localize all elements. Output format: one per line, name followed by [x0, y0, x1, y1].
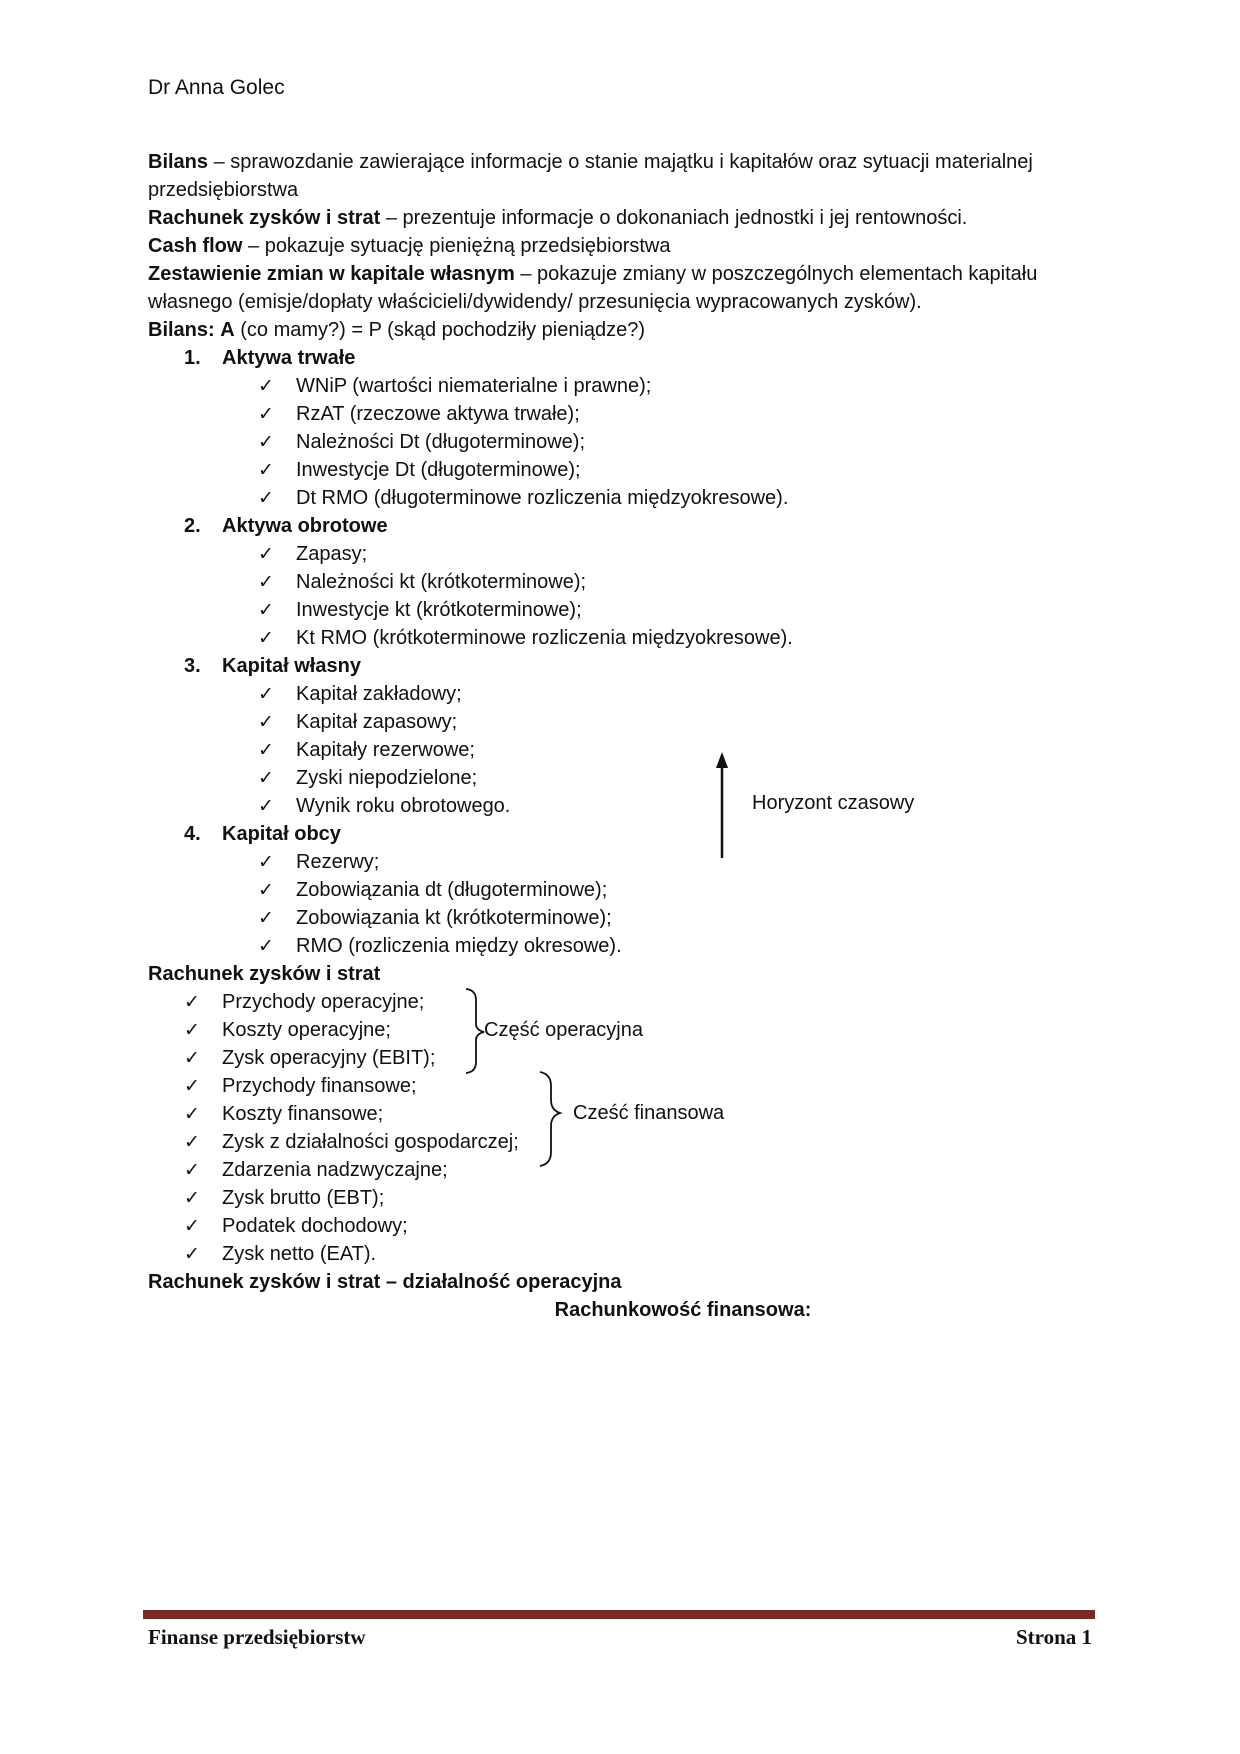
list-item-text: Przychody operacyjne; — [222, 991, 425, 1013]
list-item-text: Przychody finansowe; — [222, 1075, 417, 1097]
footer-title: Finanse przedsiębiorstw — [148, 1625, 366, 1649]
list-item-text: Zobowiązania kt (krótkoterminowe); — [296, 907, 612, 929]
equation-text: (co mamy?) = P (skąd pochodziły pieniądze?) — [234, 319, 646, 341]
term: Bilans: — [148, 319, 215, 341]
list-item-text: Zysk operacyjny (EBIT); — [222, 1047, 436, 1069]
check-icon: ✓ — [258, 795, 274, 817]
list-item-text: Zyski niepodzielone; — [296, 767, 478, 789]
check-icon: ✓ — [258, 711, 274, 733]
check-icon: ✓ — [184, 1159, 200, 1181]
list-item-text: Kapitał zapasowy; — [296, 711, 458, 733]
check-icon: ✓ — [258, 459, 274, 481]
list-item-text: Podatek dochodowy; — [222, 1215, 408, 1237]
check-icon: ✓ — [184, 1187, 200, 1209]
section-title: Aktywa trwałe — [222, 347, 356, 369]
check-icon: ✓ — [258, 739, 274, 761]
list-item-text: Zdarzenia nadzwyczajne; — [222, 1159, 448, 1181]
list-item-text: Dt RMO (długoterminowe rozliczenia międzyokresowe). — [296, 487, 789, 509]
check-icon: ✓ — [258, 851, 274, 873]
list-item-text: WNiP (wartości niematerialne i prawne); — [296, 375, 652, 397]
check-icon: ✓ — [258, 627, 274, 649]
list-item-text: RzAT (rzeczowe aktywa trwałe); — [296, 403, 580, 425]
check-icon: ✓ — [258, 907, 274, 929]
check-icon: ✓ — [184, 1047, 200, 1069]
list-item-text: Zysk z działalności gospodarczej; — [222, 1131, 519, 1153]
check-icon: ✓ — [184, 1019, 200, 1041]
term: Cash flow — [148, 235, 243, 257]
up-arrow-icon — [716, 752, 728, 858]
check-icon: ✓ — [258, 879, 274, 901]
section-number: 1. — [184, 347, 201, 369]
definition-text: – pokazuje sytuację pieniężną przedsiębiorstwa — [242, 235, 671, 257]
income-title: Rachunek zysków i strat — [148, 963, 381, 985]
definition-text: – sprawozdanie zawierające informacje o stanie majątku i kapitałów oraz sytuacji materialnej przedsiębiorstwa — [148, 151, 1033, 201]
list-item-text: Należności Dt (długoterminowe); — [296, 431, 586, 453]
check-icon: ✓ — [184, 1075, 200, 1097]
header-author: Dr Anna Golec — [148, 76, 285, 99]
section-number: 4. — [184, 823, 201, 845]
check-icon: ✓ — [258, 599, 274, 621]
operating-heading-text: Rachunek zysków i strat – działalność operacyjna — [148, 1271, 622, 1293]
definition-text: – prezentuje informacje o dokonaniach jednostki i jej rentowności. — [380, 207, 968, 229]
check-icon: ✓ — [258, 403, 274, 425]
check-icon: ✓ — [258, 571, 274, 593]
check-icon: ✓ — [184, 1131, 200, 1153]
term: Bilans — [148, 151, 209, 173]
section-title: Kapitał własny — [222, 655, 361, 677]
list-item-text: Rezerwy; — [296, 851, 380, 873]
section-title: Kapitał obcy — [222, 823, 341, 845]
section-number: 3. — [184, 655, 201, 677]
brace-financial-icon — [540, 1072, 560, 1166]
check-icon: ✓ — [258, 487, 274, 509]
section-title: Aktywa obrotowe — [222, 515, 388, 537]
list-item-text: Zobowiązania dt (długoterminowe); — [296, 879, 608, 901]
accounting-heading: Rachunkowość finansowa: — [554, 1299, 812, 1321]
check-icon: ✓ — [258, 767, 274, 789]
assets-letter: A — [220, 319, 235, 341]
list-item-text: Wynik roku obrotowego. — [296, 795, 511, 817]
check-icon: ✓ — [184, 1243, 200, 1265]
list-item-text: Inwestycje Dt (długoterminowe); — [296, 459, 581, 481]
list-item-text: Zysk brutto (EBT); — [222, 1187, 385, 1209]
financial-part-label: Cześć finansowa — [573, 1102, 725, 1124]
horizon-label: Horyzont czasowy — [752, 792, 915, 814]
list-item-text: RMO (rozliczenia między okresowe). — [296, 935, 622, 957]
list-item-text: Koszty finansowe; — [222, 1103, 384, 1125]
check-icon: ✓ — [184, 1215, 200, 1237]
check-icon: ✓ — [258, 543, 274, 565]
page-number: Strona 1 — [1015, 1625, 1092, 1649]
definition-text: – pokazuje zmiany w poszczególnych elementach kapitału własnego (emisje/dopłaty właścicieli/dywidendy/ przesunięcia wypracowanych zysków). — [148, 263, 1038, 313]
check-icon: ✓ — [184, 1103, 200, 1125]
footer-divider — [143, 1610, 1095, 1619]
list-item-text: Kapitały rezerwowe; — [296, 739, 475, 761]
list-item-text: Koszty operacyjne; — [222, 1019, 391, 1041]
section-number: 2. — [184, 515, 201, 537]
list-item-text: Należności kt (krótkoterminowe); — [296, 571, 587, 593]
term: Rachunek zysków i strat — [148, 207, 381, 229]
list-item-text: Kt RMO (krótkoterminowe rozliczenia międzyokresowe). — [296, 627, 793, 649]
check-icon: ✓ — [258, 375, 274, 397]
list-item-text: Zapasy; — [296, 543, 368, 565]
check-icon: ✓ — [184, 991, 200, 1013]
brace-operating-icon — [466, 989, 484, 1073]
list-item-text: Kapitał zakładowy; — [296, 683, 462, 705]
check-icon: ✓ — [258, 431, 274, 453]
operating-part-label: Część operacyjna — [484, 1019, 643, 1041]
list-item-text: Inwestycje kt (krótkoterminowe); — [296, 599, 582, 621]
check-icon: ✓ — [258, 935, 274, 957]
check-icon: ✓ — [258, 683, 274, 705]
list-item-text: Zysk netto (EAT). — [222, 1243, 377, 1265]
term: Zestawienie zmian w kapitale własnym — [148, 263, 515, 285]
